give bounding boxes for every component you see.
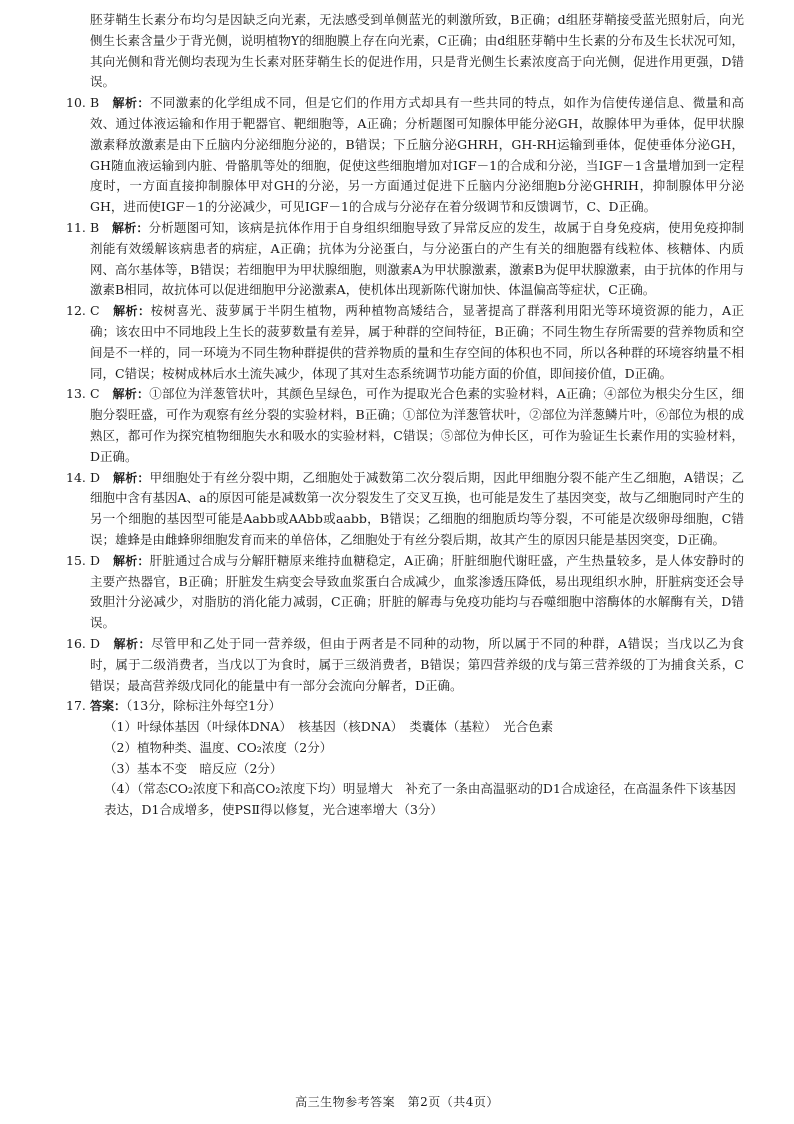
item-answer: C	[90, 303, 100, 319]
answer-item-13	[60, 384, 744, 467]
answer-item-16	[60, 634, 744, 696]
item-keyword: 解析：	[112, 387, 150, 402]
answer-item-15	[60, 551, 744, 634]
answer-item-11	[60, 218, 744, 301]
item-text: 分析题图可知，该病是抗体作用于自身组织细胞导致了异常反应的发生，故属于自身免疫病，使用免疫抑制剂能有效缓解该病患者的病症，A正确；抗体为分泌蛋白，与分泌蛋白的产生有关的细胞器有线粒体、核糖体、内质网、高尔基体等，B错误；若细胞甲为甲状腺细胞，则激素A为甲状腺激素，激素B为促甲状腺激素，由于抗体的作用与激素B相同，故抗体可以促进细胞甲分泌激素A，使机体出现新陈代谢加快、体温偏高等症状，C正确。	[90, 219, 744, 298]
q17-line-2: （2）植物种类、温度、CO₂浓度（2分）	[104, 739, 333, 755]
item-keyword: 解析：	[113, 304, 151, 319]
item-keyword: 解析：	[112, 220, 149, 235]
item-number: 13.	[66, 386, 86, 402]
answer-item-14	[60, 468, 744, 551]
item-text: 尽管甲和乙处于同一营养级，但由于两者是不同种的动物，所以属于不同的种群，A错误；当戊以乙为食时，属于二级消费者，当戊以丁为食时，属于三级消费者，B错误；第四营养级的戊与第三营养级的丁为捕食关系，C错误；最高营养级戊同化的能量中有一部分会流向分解者，D正确。	[90, 635, 744, 693]
item-number: 10.	[66, 95, 86, 111]
item-number: 14.	[66, 469, 86, 485]
item-answer: B	[90, 95, 100, 111]
item-keyword: 答案：	[90, 699, 127, 714]
answer-content	[60, 10, 744, 821]
item-keyword: 解析：	[113, 636, 151, 651]
item-keyword: 解析：	[112, 470, 150, 485]
continued-paragraph: 胚芽鞘生长素分布均匀是因缺乏向光素，无法感受到单侧蓝光的刺激所致，B正确；d组胚芽鞘接受蓝光照射后，向光侧生长素含量少于背光侧，说明植物Y的细胞膜上存在向光素，C正确；由d组胚芽鞘中生长素的分布及生长状况可知，其向光侧和背光侧均表现为生长素对胚芽鞘生长的促进作用，只是背光侧生长素浓度高于向光侧，促进作用更强，D错误。	[90, 12, 744, 90]
item-text: 甲细胞处于有丝分裂中期，乙细胞处于减数第二次分裂后期，因此甲细胞分裂不能产生乙细胞，A错误；乙细胞中含有基因A、a的原因可能是减数第一次分裂发生了交叉互换，也可能是发生了基因突变，故与乙细胞同时产生的另一个细胞的基因型可能是Aabb或AAbb或aabb，B错误；乙细胞的细胞质均等分裂，不可能是次级卵母细胞，C错误；雄蜂是由雌蜂卵细胞发育而来的单倍体，乙细胞处于有丝分裂后期，故其产生的原因只能是基因突变，D正确。	[90, 469, 744, 547]
item-number: 17.	[66, 698, 86, 714]
answer-item-12	[60, 301, 744, 384]
q17-line-1: （1）叶绿体基因（叶绿体DNA） 核基因（核DNA） 类囊体（基粒） 光合色素	[104, 719, 554, 735]
answer-item-17-header	[60, 696, 744, 717]
item-text: ①部位为洋葱管状叶，其颜色呈绿色，可作为提取光合色素的实验材料，A正确；④部位为根尖分生区，细胞分裂旺盛，可作为观察有丝分裂的实验材料，B正确；①部位为洋葱管状叶，②部位为洋葱鳞片叶，⑥部位为根的成熟区，都可作为探究植物细胞失水和吸水的实验材料，C错误；⑤部位为伸长区，可作为验证生长素作用的实验材料，D正确。	[90, 386, 744, 464]
item-answer: D	[90, 552, 101, 568]
item-keyword: 解析：	[112, 96, 150, 111]
page-footer: 高三生物参考答案 第2页（共4页）	[295, 1095, 499, 1109]
item-keyword: 解析：	[112, 553, 150, 568]
item-number: 12.	[66, 303, 86, 319]
item-answer: D	[90, 469, 101, 485]
item-text: 肝脏通过合成与分解肝糖原来维持血糖稳定，A正确；肝脏细胞代谢旺盛，产生热量较多，是人体安静时的主要产热器官，B正确；肝脏发生病变会导致血浆蛋白合成减少，血浆渗透压降低，易出现组织水肿，肝脏病变还会导致胆汁分泌减少，对脂肪的消化能力减弱，C正确；肝脏的解毒与免疫功能均与吞噬细胞中溶酶体的水解酶有关，D错误。	[90, 552, 744, 631]
item-number: 16.	[66, 635, 86, 651]
answer-item-10	[60, 93, 744, 218]
item-text: 桉树喜光、菠萝属于半阴生植物，两种植物高矮结合，显著提高了群落利用阳光等环境资源的能力，A正确；该农田中不同地段上生长的菠萝数量有差异，属于种群的空间特征，B正确；不同生物生存所需要的营养物质和空间是不一样的，同一环境为不同生物种群提供的营养物质的量和生存空间的体积也不同，所以各种群的环境容纳量不相同，C错误；桉树成林后水土流失减少，体现了其对生态系统调节功能方面的价值，即间接价值，D正确。	[90, 303, 744, 381]
item-number: 11.	[66, 219, 86, 235]
item-answer: B	[90, 219, 100, 235]
item-answer: D	[90, 635, 101, 651]
q17-line-4: （4）（常态CO₂浓度下和高CO₂浓度下均）明显增大 补充了一条由高温驱动的D1合成途径，在高温条件下该基因表达，D1合成增多，使PSⅡ得以修复，光合速率增大（3分）	[104, 781, 736, 818]
item-number: 15.	[66, 552, 86, 568]
item-text: 不同激素的化学组成不同，但是它们的作用方式却具有一些共同的特点，如作为信使传递信息、微量和高效、通过体液运输和作用于靶器官、靶细胞等，A正确；分析题图可知腺体甲能分泌GH，故腺体甲为垂体，促甲状腺激素释放激素是由下丘脑内分泌细胞分泌的，B错误；下丘脑分泌GHRH，GH-RH运输到垂体，促使垂体分泌GH，GH随血液运输到内脏、骨骼肌等处的细胞，促使这些细胞增加对IGF－1的合成和分泌，当IGF－1含量增加到一定程度时，一方面直接抑制腺体甲对GH的分泌，另一方面通过促进下丘脑内分泌细胞b分泌GHRIH，抑制腺体甲分泌GH，进而使IGF－1的分泌减少，可见IGF－1的合成与分泌存在着分级调节和反馈调节，C、D正确。	[90, 95, 744, 215]
item-answer: C	[90, 386, 100, 402]
q17-line-3: （3）基本不变 暗反应（2分）	[104, 760, 283, 776]
score-note: （13分，除标注外每空1分）	[126, 698, 282, 714]
